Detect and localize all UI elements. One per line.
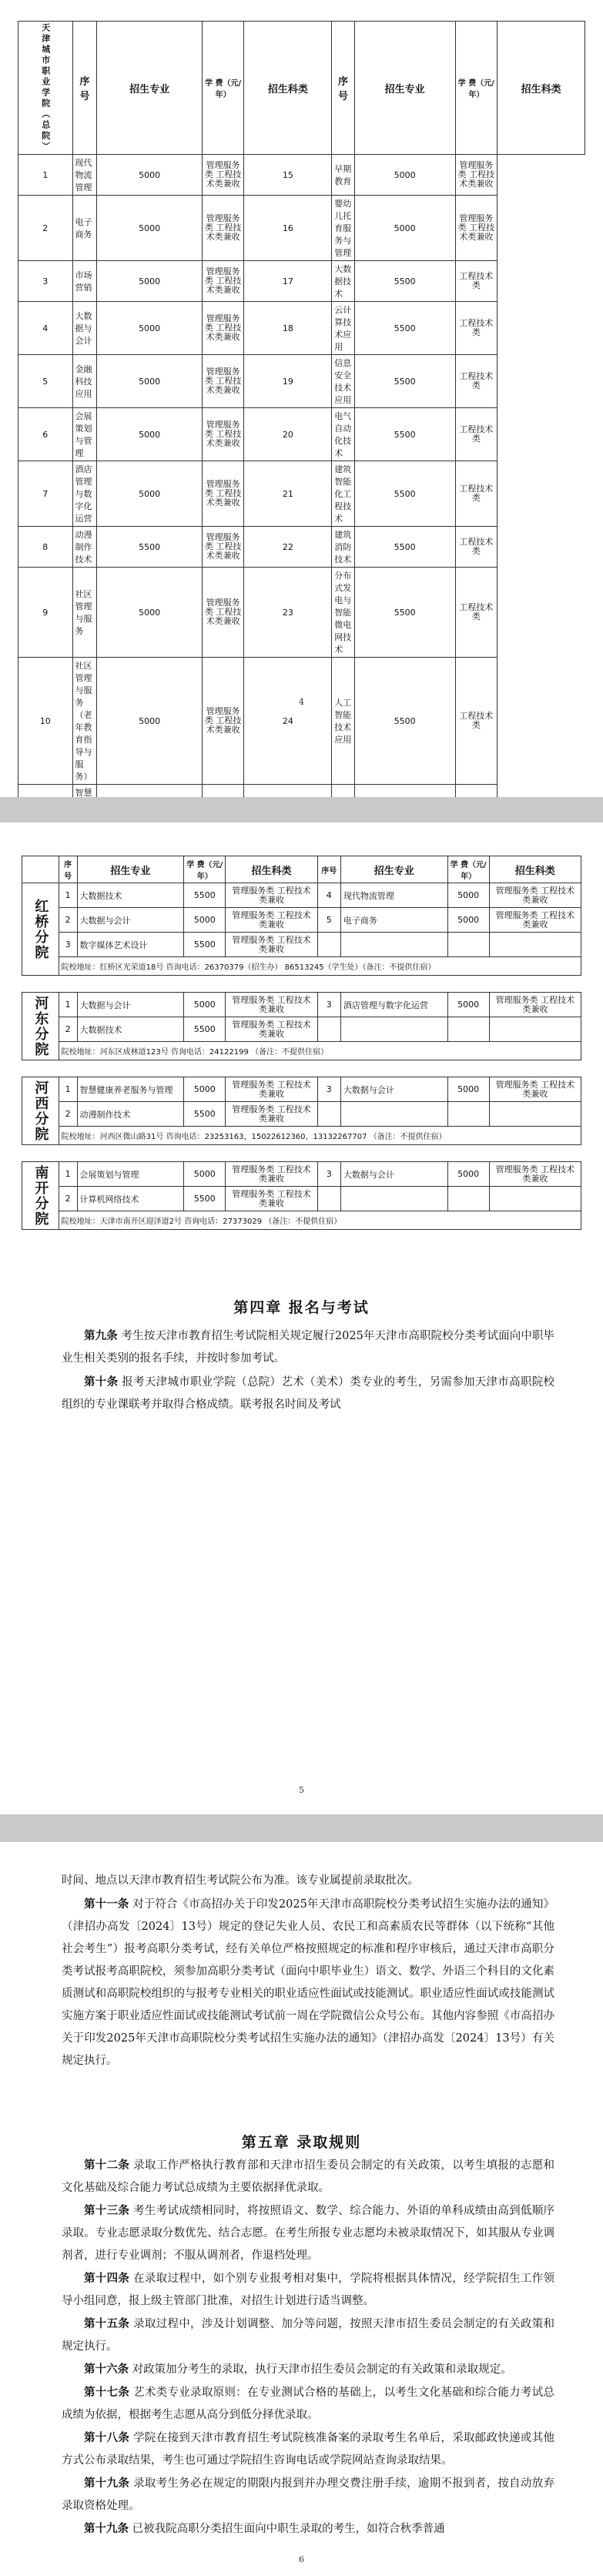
branch-name: 河东分院	[32, 995, 49, 1057]
article-number: 第十九条	[84, 2477, 130, 2490]
document-page-4	[0, 0, 603, 797]
row-category	[489, 933, 581, 957]
row-fee: 5000	[97, 261, 203, 302]
article-text: 录取考生务必在规定的期限内报到并办理交费注册手续，逾期不报到者，按自动放弃录取资格处理。	[62, 2477, 555, 2512]
row-seq: 3	[18, 261, 73, 302]
row-seq	[244, 785, 332, 798]
row-fee: 5000	[447, 883, 489, 908]
row-category: 管理服务类 工程技术类兼收	[226, 1162, 317, 1187]
row-category: 工程技术类	[455, 658, 497, 785]
table-row	[18, 527, 585, 568]
row-major: 大数据技术	[332, 261, 355, 302]
row-major: 大数据技术	[77, 883, 184, 908]
row-fee: 5500	[354, 302, 455, 355]
row-category	[202, 785, 244, 798]
row-category: 管理服务类 工程技术类兼收	[226, 1187, 317, 1211]
header-seq: 序号	[72, 22, 97, 155]
row-fee: 5500	[97, 527, 203, 568]
row-seq: 21	[244, 461, 332, 527]
article-10	[62, 1371, 554, 1416]
article-number: 第十八条	[84, 2431, 130, 2444]
table-row	[22, 883, 581, 908]
row-category: 工程技术类	[455, 408, 497, 461]
row-seq: 4	[317, 883, 340, 908]
row-major: 动漫制作技术	[77, 1102, 184, 1127]
branch-info-row	[22, 1127, 581, 1145]
chapter-4-heading: 第四章 报名与考试	[233, 1299, 370, 1316]
row-fee	[354, 785, 455, 798]
row-seq: 7	[18, 461, 73, 527]
row-major: 建筑消防技术	[332, 527, 355, 568]
page-number: 6	[299, 2554, 304, 2564]
row-major: 电气自动化技术	[332, 408, 355, 461]
row-fee: 5000	[447, 908, 489, 933]
page-number: 5	[299, 1785, 304, 1795]
row-seq: 5	[317, 908, 340, 933]
branch-address-phone: 院校地址：河东区成林道123号 咨询电话：24122199 （备注：不提供住宿）	[59, 1042, 581, 1060]
row-fee: 5000	[97, 658, 203, 785]
table-row	[22, 1102, 581, 1127]
row-category: 管理服务类 工程技术类兼收	[226, 908, 317, 933]
row-seq: 1	[59, 1162, 77, 1187]
chapter-5-heading: 第五章 录取规则	[241, 2134, 362, 2151]
row-fee: 5500	[184, 883, 226, 908]
row-category	[489, 1017, 581, 1042]
header-category: 招生科类	[497, 22, 585, 155]
header-fee: 学 费（元/年）	[447, 856, 489, 883]
article-10-number: 第十条	[84, 1375, 119, 1388]
row-category: 管理服务类 工程技术类兼收	[202, 261, 244, 302]
row-major: 大数据与会计	[340, 1162, 447, 1187]
header-category: 招生科类	[489, 856, 581, 883]
article-text: 在录取过程中，如个别专业报考相对集中，学院将根据具体情况，经学院招生工作领导小组同意，报上级主管部门批准，对招生计划进行适当调整。	[62, 2273, 555, 2307]
row-seq: 2	[59, 1102, 77, 1127]
header-major: 招生专业	[354, 22, 455, 155]
article	[62, 2358, 554, 2381]
row-fee: 5000	[354, 196, 455, 261]
article	[62, 2427, 554, 2472]
row-major: 动漫制作技术	[72, 527, 97, 568]
row-major: 智慧	[72, 785, 97, 798]
branch-label	[22, 1162, 59, 1230]
row-seq: 9	[18, 568, 73, 658]
campus-label: 天津城市职业学院（总院）	[18, 22, 73, 155]
row-seq: 19	[244, 355, 332, 408]
row-seq: 2	[59, 908, 77, 933]
row-major: 大数据与会计	[77, 993, 184, 1017]
table-row	[22, 908, 581, 933]
article-11-number: 第十一条	[84, 1898, 129, 1911]
row-major: 建筑智能化工程技术	[332, 461, 355, 527]
article-text: 已被我院高职分类招生面向中职生录取的考生，如符合秋季普通	[132, 2523, 445, 2535]
row-seq: 3	[317, 1077, 340, 1102]
row-seq: 10	[18, 658, 73, 785]
row-category: 管理服务类 工程技术类兼收	[489, 908, 581, 933]
row-fee: 5000	[447, 993, 489, 1017]
row-major: 社区管理与服务	[72, 568, 97, 658]
article-9-text: 考生按天津市教育招生考试院相关规定履行2025年天津市高职院校分类考试面向中职毕业生相关类别的报名手续，并按时参加考试。	[62, 1330, 555, 1365]
branch-address-phone: 院校地址：红桥区光荣道18号 咨询电话：26370379（招生办） 86513245（学生处）（备注：不提供住宿）	[59, 957, 581, 976]
table-row	[22, 993, 581, 1017]
row-seq: 20	[244, 408, 332, 461]
row-major: 会展策划与管理	[77, 1162, 184, 1187]
row-seq: 5	[18, 355, 73, 408]
row-seq: 1	[59, 1077, 77, 1102]
row-seq: 23	[244, 568, 332, 658]
row-fee: 5000	[97, 355, 203, 408]
row-category: 管理服务类 工程技术类兼收	[226, 993, 317, 1017]
row-category: 管理服务类 工程技术类兼收	[226, 933, 317, 957]
article-10-text: 报考天津城市职业学院（总院）艺术（美术）类专业的考生，另需参加天津市高职院校组织的专业课联考并取得合格成绩。联考报名时间及考试	[62, 1376, 555, 1411]
row-major: 数字媒体艺术设计	[77, 933, 184, 957]
row-category: 管理服务类 工程技术类兼收	[202, 196, 244, 261]
article	[62, 2199, 554, 2267]
row-category	[489, 1102, 581, 1127]
row-category	[489, 1187, 581, 1211]
article-text: 艺术类专业录取原则：在专业测试合格的基础上，以考生文化基础和综合能力考试总成绩为依据，根据考生志愿从高分到低分择优录取。	[62, 2387, 555, 2421]
row-fee: 5500	[354, 355, 455, 408]
row-fee	[447, 1017, 489, 1042]
row-seq: 3	[59, 933, 77, 957]
row-seq: 6	[18, 408, 73, 461]
branch-info-row	[22, 1211, 581, 1230]
row-major: 大数据技术	[77, 1017, 184, 1042]
row-fee: 5000	[97, 568, 203, 658]
row-major: 婴幼儿托育服务与管理	[332, 196, 355, 261]
row-fee: 5500	[354, 408, 455, 461]
row-major: 计算机网络技术	[77, 1187, 184, 1211]
document-page-5	[0, 822, 603, 1814]
table-row	[18, 355, 585, 408]
table-row	[22, 1017, 581, 1042]
article-number: 第十九条	[84, 2522, 129, 2535]
article	[62, 2381, 554, 2427]
row-seq: 1	[59, 993, 77, 1017]
header-category: 招生科类	[226, 856, 317, 883]
row-seq: 2	[18, 196, 73, 261]
row-major: 早期教育	[332, 155, 355, 196]
table-row	[18, 155, 585, 196]
article-11	[62, 1893, 554, 2072]
table-row	[18, 658, 585, 785]
row-major: 会展策划与管理	[72, 408, 97, 461]
row-fee: 5000	[97, 196, 203, 261]
table-row	[22, 1187, 581, 1211]
branch-label	[22, 1077, 59, 1145]
row-fee: 5000	[97, 408, 203, 461]
row-seq: 4	[18, 302, 73, 355]
article	[62, 2517, 554, 2541]
chapter-5-articles	[62, 2154, 554, 2541]
article-text: 考生考试成绩相同时，将按照语文、数学、综合能力、外语的单科成绩由高到低顺序录取。专业志愿录取分数优先、结合志愿。在考生所报专业志愿均未被录取情况下，如其服从专业调剂者，进行专业调剂；不服从调剂者，作退档处理。	[62, 2205, 555, 2262]
row-seq	[18, 785, 73, 798]
row-major: 酒店管理与数字化运营	[340, 993, 447, 1017]
row-fee	[447, 1187, 489, 1211]
row-major	[340, 1187, 447, 1211]
row-fee: 5500	[354, 261, 455, 302]
table-spacer	[22, 976, 581, 993]
row-category: 工程技术类	[455, 261, 497, 302]
row-seq: 2	[59, 1187, 77, 1211]
article	[62, 2313, 554, 2358]
row-major	[340, 1102, 447, 1127]
spacer-cell	[22, 1145, 581, 1162]
row-seq	[317, 933, 340, 957]
header-major: 招生专业	[77, 856, 184, 883]
header-fee: 学 费（元/年）	[455, 22, 497, 155]
article	[62, 2472, 554, 2517]
row-seq: 16	[244, 196, 332, 261]
branch-name: 南开分院	[32, 1164, 49, 1227]
row-fee: 5000	[354, 155, 455, 196]
article	[62, 2267, 554, 2313]
row-seq	[317, 1017, 340, 1042]
table-row	[22, 1162, 581, 1187]
row-category: 管理服务类 工程技术类兼收	[489, 883, 581, 908]
row-seq: 24	[244, 658, 332, 785]
article-10-continued: 时间、地点以天津市教育招生考试院公布为准。该专业属提前录取批次。	[62, 1874, 419, 1887]
row-major	[340, 1017, 447, 1042]
row-major: 现代物流管理	[340, 883, 447, 908]
table-spacer	[22, 1060, 581, 1077]
row-major: 市场营销	[72, 261, 97, 302]
branch-address-phone: 院校地址：天津市南开区迎泽道2号 咨询电话：27373029 （备注：不提供住宿）	[59, 1211, 581, 1230]
row-major: 电子商务	[340, 908, 447, 933]
article-number: 第十四条	[84, 2272, 130, 2285]
row-fee: 5000	[184, 993, 226, 1017]
row-major: 云计算技术应用	[332, 302, 355, 355]
header-seq: 序号	[59, 856, 77, 883]
row-category: 管理服务类 工程技术类兼收	[226, 883, 317, 908]
row-major: 现代物流管理	[72, 155, 97, 196]
article-text: 对政策加分考生的录取，执行天津市招生委员会制定的有关政策和录取规定。	[132, 2363, 512, 2376]
spacer-cell	[22, 976, 581, 993]
row-category: 管理服务类 工程技术类兼收	[202, 302, 244, 355]
row-fee: 5000	[184, 1077, 226, 1102]
header-blank	[22, 856, 59, 883]
row-category	[455, 785, 497, 798]
row-seq: 2	[59, 1017, 77, 1042]
article-number: 第十六条	[84, 2363, 129, 2376]
row-category: 管理服务类 工程技术类兼收	[202, 408, 244, 461]
branch-info-row	[22, 1042, 581, 1060]
branch-label	[22, 993, 59, 1060]
row-fee: 5000	[447, 1162, 489, 1187]
row-major: 社区管理与服务（老年教育指导与服务）	[72, 658, 97, 785]
row-fee	[447, 933, 489, 957]
row-seq: 1	[59, 883, 77, 908]
row-seq: 3	[317, 1162, 340, 1187]
row-major: 人工智能技术应用	[332, 658, 355, 785]
row-category: 管理服务类 工程技术类兼收	[455, 155, 497, 196]
row-fee: 5500	[184, 1102, 226, 1127]
header-seq: 序号	[332, 22, 355, 155]
table-row	[18, 196, 585, 261]
row-category: 管理服务类 工程技术类兼收	[226, 1077, 317, 1102]
header-major: 招生专业	[97, 22, 203, 155]
article-number: 第十五条	[84, 2317, 130, 2330]
row-category: 管理服务类 工程技术类兼收	[455, 196, 497, 261]
header-fee: 学 费（元/年）	[184, 856, 226, 883]
row-seq: 22	[244, 527, 332, 568]
row-category: 工程技术类	[455, 355, 497, 408]
row-fee: 5500	[184, 933, 226, 957]
row-fee: 5000	[97, 302, 203, 355]
row-fee: 5000	[97, 155, 203, 196]
table-row	[18, 408, 585, 461]
row-major	[332, 785, 355, 798]
row-major: 酒店管理与数字化运营	[72, 461, 97, 527]
row-category: 管理服务类 工程技术类兼收	[202, 355, 244, 408]
row-category: 工程技术类	[455, 568, 497, 658]
page-number: 4	[299, 697, 304, 707]
row-category: 工程技术类	[455, 461, 497, 527]
row-major	[340, 933, 447, 957]
row-category: 管理服务类 工程技术类兼收	[489, 1162, 581, 1187]
branch-address-phone: 院校地址：河西区微山路31号 咨询电话：23253163，15022612360，13132267707 （备注：不提供住宿）	[59, 1127, 581, 1145]
table-row	[22, 1077, 581, 1102]
row-fee: 5500	[184, 1017, 226, 1042]
row-category: 管理服务类 工程技术类兼收	[226, 1017, 317, 1042]
spacer-cell	[22, 1060, 581, 1077]
row-fee: 5000	[184, 1162, 226, 1187]
row-major: 大数据与会计	[72, 302, 97, 355]
row-seq	[317, 1187, 340, 1211]
article-text: 录取过程中，涉及计划调整、加分等问题，按照天津市招生委员会制定的有关政策和规定执行。	[62, 2318, 555, 2353]
row-fee: 5500	[354, 461, 455, 527]
row-seq: 15	[244, 155, 332, 196]
branch-name: 河西分院	[32, 1080, 49, 1142]
article-number: 第十二条	[84, 2159, 130, 2172]
row-seq	[317, 1102, 340, 1127]
row-seq: 3	[317, 993, 340, 1017]
row-major: 大数据与会计	[77, 908, 184, 933]
row-major: 智慧健康养老服务与管理	[77, 1077, 184, 1102]
row-fee: 5000	[184, 908, 226, 933]
article-9	[62, 1325, 554, 1370]
row-category: 管理服务类 工程技术类兼收	[489, 993, 581, 1017]
document-page-6	[0, 1842, 603, 2576]
row-category: 工程技术类	[455, 302, 497, 355]
row-category: 管理服务类 工程技术类兼收	[226, 1102, 317, 1127]
row-major: 大数据与会计	[340, 1077, 447, 1102]
branch-label	[22, 883, 59, 976]
row-category: 工程技术类	[455, 527, 497, 568]
row-fee: 5500	[184, 1187, 226, 1211]
row-fee: 5500	[354, 527, 455, 568]
row-fee: 5500	[354, 658, 455, 785]
row-category: 管理服务类 工程技术类兼收	[202, 155, 244, 196]
row-fee: 5500	[354, 568, 455, 658]
admission-table-main-campus	[18, 21, 585, 797]
admission-table-branches	[22, 856, 581, 1230]
table-row	[22, 933, 581, 957]
table-row	[18, 568, 585, 658]
branch-info-row	[22, 957, 581, 976]
row-fee	[97, 785, 203, 798]
article	[62, 2154, 554, 2199]
row-category: 管理服务类 工程技术类兼收	[489, 1077, 581, 1102]
row-category: 管理服务类 工程技术类兼收	[202, 527, 244, 568]
table-row	[18, 785, 585, 798]
article-9-number: 第九条	[84, 1329, 118, 1342]
article-text: 录取工作严格执行教育部和天津市招生委员会制定的有关政策，以考生填报的志愿和文化基础及综合能力考试总成绩为主要依据择优录取。	[62, 2159, 555, 2194]
row-major: 电子商务	[72, 196, 97, 261]
row-seq: 17	[244, 261, 332, 302]
row-major: 金融科技应用	[72, 355, 97, 408]
article-number: 第十三条	[84, 2204, 130, 2217]
row-fee	[447, 1102, 489, 1127]
article-text: 学院在接到天津市教育招生考试院核准备案的录取考生名单后，采取邮政快递或其他方式公布录取结果，考生也可通过学院招生咨询电话或学院网站查询录取结果。	[62, 2432, 555, 2467]
row-seq: 1	[18, 155, 73, 196]
table-row	[18, 461, 585, 527]
header-category: 招生科类	[244, 22, 332, 155]
row-category: 管理服务类 工程技术类兼收	[202, 568, 244, 658]
table-row	[18, 261, 585, 302]
row-fee: 5000	[97, 461, 203, 527]
table-spacer	[22, 1145, 581, 1162]
header-fee: 学 费（元/年）	[202, 22, 244, 155]
row-category: 管理服务类 工程技术类兼收	[202, 461, 244, 527]
branch-name: 红桥分院	[32, 898, 49, 960]
header-major: 招生专业	[340, 856, 447, 883]
table-row	[18, 302, 585, 355]
row-category: 管理服务类 工程技术类兼收	[202, 658, 244, 785]
row-seq: 8	[18, 527, 73, 568]
header-seq: 序号	[317, 856, 340, 883]
article-11-text: 对于符合《市高招办关于印发2025年天津市高职院校分类考试招生实施办法的通知》（津招办高发〔2024〕13号）规定的登记失业人员、农民工和高素质农民等群体（以下统称“其他社会考生”）报考高职分类考试，经有关单位严格按照规定的标准和程序审核后，通过天津市高职分类考试报考高职院校，须参加高职分类考试（面向中职毕业生）语文、数学、外语三个科目的文化素质测试和高职院校组织的与报考专业相关的职业适应性面试或技能测试。职业适应性面试或技能测试实施方案于职业适应性面试或技能测试考试前一周在学院微信公众号公布。其他内容参照《市高招办关于印发2025年天津市高职院校分类考试招生实施办法的通知》（津招办高发〔2024〕13号）有关规定执行。	[62, 1898, 555, 2067]
row-major: 信息安全技术应用	[332, 355, 355, 408]
row-seq: 18	[244, 302, 332, 355]
row-fee: 5000	[447, 1077, 489, 1102]
row-major: 分布式发电与智能微电网技术	[332, 568, 355, 658]
article-number: 第十七条	[84, 2386, 130, 2399]
